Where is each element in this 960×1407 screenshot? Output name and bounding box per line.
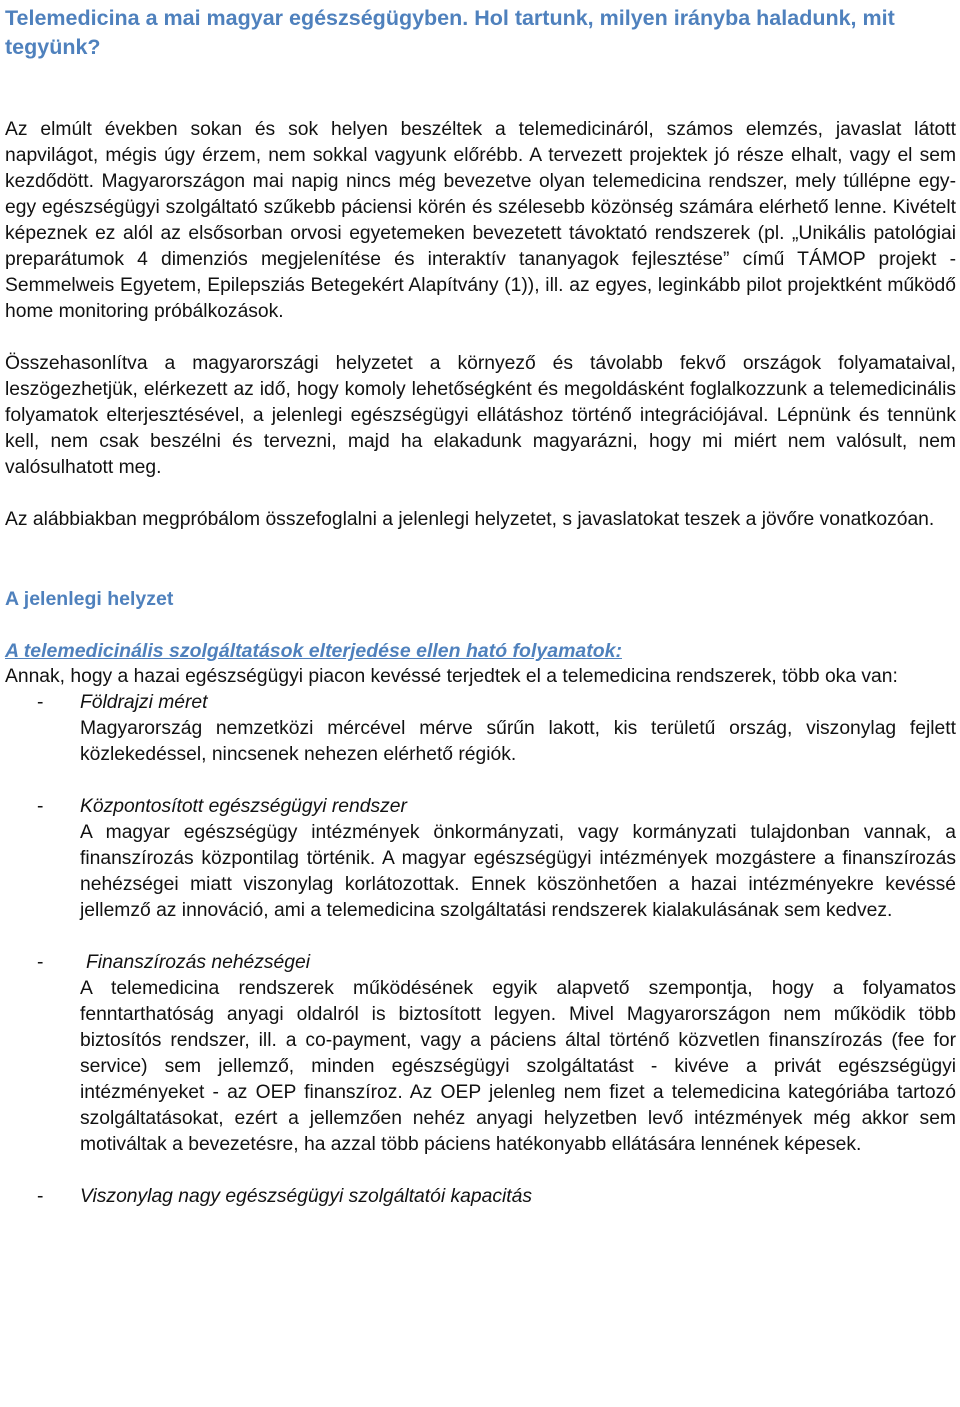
list-intro: Annak, hogy a hazai egészségügyi piacon kevéssé terjedtek el a telemedicina rendszerek, több oka van: <box>5 666 898 687</box>
document-page <box>5 0 956 1210</box>
bullet-dash: - <box>37 692 44 713</box>
summary-paragraph: Az alábbiakban megpróbálom összefoglalni a jelenlegi helyzetet, s javaslatokat teszek a jövőre vonatkozóan. <box>5 509 935 530</box>
list-item-title: Finanszírozás nehézségei <box>86 952 311 973</box>
list-item-text: A telemedicina rendszerek működésének egyik alapvető szempontja, hogy a folyamatos fenntarthatóság anyagi oldalról is biztosított legyen. Mivel Magyarországon nem működik több biztosítós rendszer, ill. a co-payment, vagy a páciens által történő közvetlen finanszírozás (fee for service) sem jellemző, minden egészségügyi szolgáltatást - kivéve a privát egészségügyi intézményeket - az OEP finanszíroz. Az OEP jelenleg nem fizet a telemedicina kategóriába tartozó szolgáltatásokat, ezért a jellemzően nehéz anyagi helyzetben levő intézmények még akkor sem motiváltak a bevezetésre, ha azzal több páciens hatékonyabb ellátására lennének képesek. <box>80 978 956 1155</box>
list-item <box>5 950 956 1158</box>
list-item <box>5 794 956 924</box>
bullet-dash: - <box>37 1186 44 1207</box>
list-item-text: A magyar egészségügy intézmények önkormányzati, vagy kormányzati tulajdonban vannak, a finanszírozás központilag történik. A magyar egészségügyi intézmények mozgástere a finanszírozás nehézségei miatt viszonylag korlátozottak. Ennek köszönhetően a hazai intézményekre kevéssé jellemző az innováció, ami a telemedicina szolgáltatási rendszerek kialakulásának sem kedvez. <box>80 822 956 921</box>
reasons-list <box>5 690 956 1210</box>
list-item <box>5 690 956 768</box>
section-heading: A jelenlegi helyzet <box>5 588 174 610</box>
list-item-title: Viszonylag nagy egészségügyi szolgáltatói kapacitás <box>80 1186 532 1207</box>
comparison-paragraph: Összehasonlítva a magyarországi helyzetet a környező és távolabb fekvő országok folyamataival, leszögezhetjük, elérkezett az idő, hogy komoly lehetőségként és megoldásként foglalkozzunk a telemedicinális folyamatok elterjesztésével, a jelenlegi egészségügyi ellátáshoz történő integrációjával. Lépnünk és tennünk kell, nem csak beszélni és tervezni, majd ha elakadunk magyarázni, hogy mi miért nem valósult, nem valósulhatott meg. <box>5 353 956 478</box>
sub-heading: A telemedicinális szolgáltatások elterjedése ellen ható folyamatok: <box>5 640 622 662</box>
bullet-dash: - <box>37 952 44 973</box>
list-item-text: Magyarország nemzetközi mércével mérve sűrűn lakott, kis területű ország, viszonylag fejlett közlekedéssel, nincsenek nehezen elérhető régiók. <box>80 718 956 765</box>
document-title: Telemedicina a mai magyar egészségügyben. Hol tartunk, milyen irányba haladunk, mit tegyünk? <box>5 6 895 59</box>
bullet-dash: - <box>37 796 44 817</box>
list-item-title: Földrajzi méret <box>80 692 208 713</box>
intro-paragraph: Az elmúlt években sokan és sok helyen beszéltek a telemedicináról, számos elemzés, javaslat látott napvilágot, mégis úgy érzem, nem sokkal vagyunk előrébb. A tervezett projektek jó része elhalt, vagy el sem kezdődött. Magyarországon mai napig nincs még bevezetve olyan telemedicina rendszer, mely túllépne egy-egy egészségügyi szolgáltató szűkebb páciensi körén és szélesebb közönség számára elérhető lenne. Kivételt képeznek ez alól az elsősorban orvosi egyetemeken bevezetett távoktató rendszerek (pl. „Unikális patológiai preparátumok 4 dimenziós megjelenítése és interaktív tananyagok fejlesztése” című TÁMOP projekt - Semmelweis Egyetem, Epilepsziás Betegekért Alapítvány (1)), ill. az egyes, leginkább pilot projektként működő home monitoring próbálkozások. <box>5 119 956 322</box>
list-item-title: Központosított egészségügyi rendszer <box>80 796 407 817</box>
list-item <box>5 1184 956 1210</box>
